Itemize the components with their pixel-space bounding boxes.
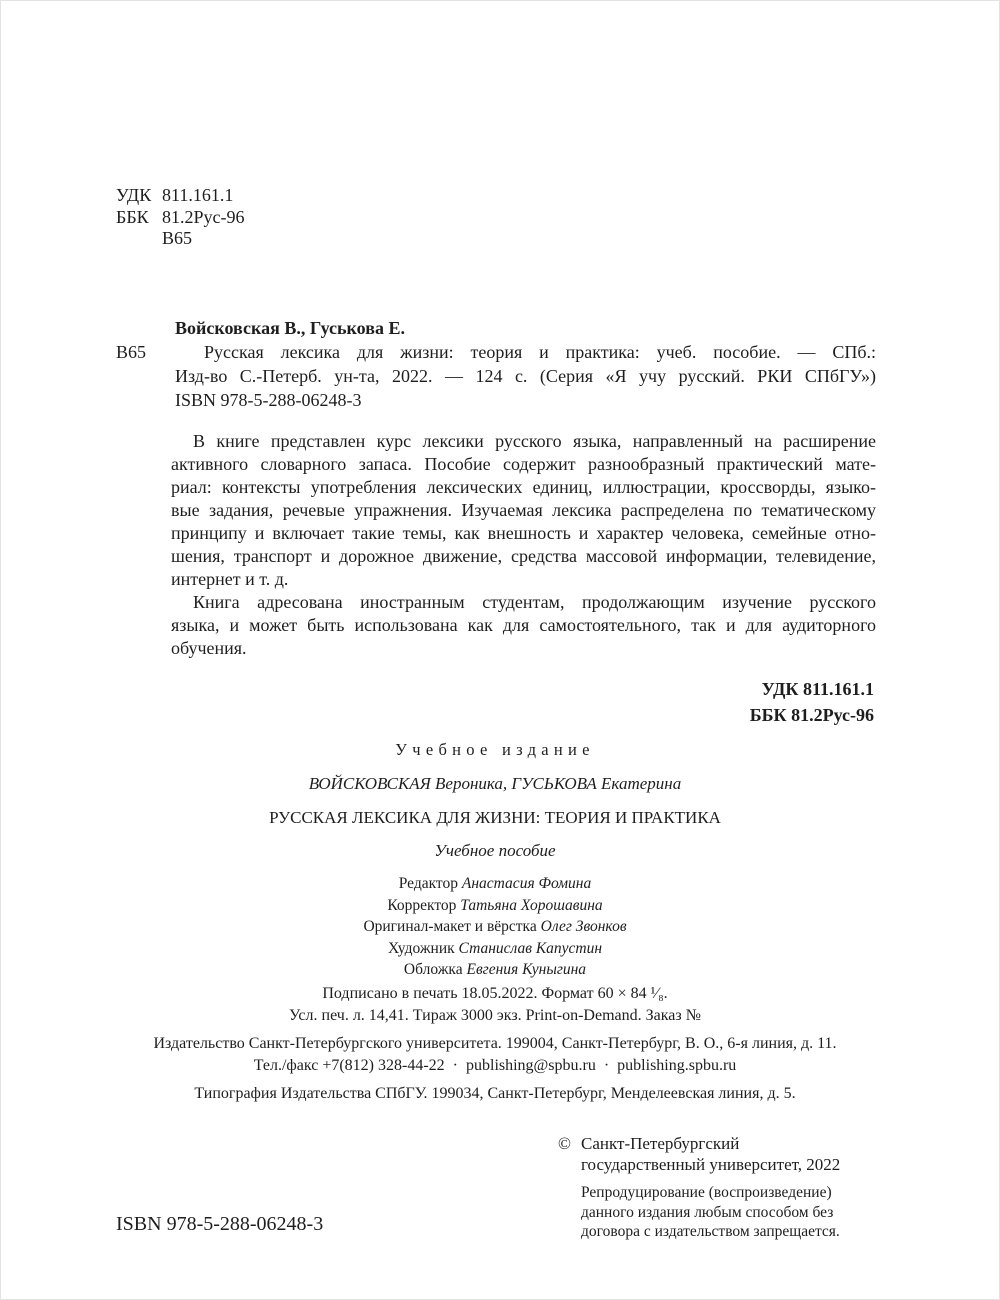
staff-name: Станислав Капустин bbox=[458, 939, 603, 957]
staff-line bbox=[116, 959, 874, 981]
annotation-paragraph-1 bbox=[171, 430, 876, 591]
staff-name: Олег Звонков bbox=[540, 918, 627, 935]
publisher-contacts: Тел./факс +7(812) 328-44-22 · publishing@spbu.ru · publishing.spbu.ru bbox=[253, 1057, 737, 1074]
classification-top-block bbox=[116, 185, 245, 250]
staff-name: Анастасия Фомина bbox=[461, 875, 592, 892]
biblio-description bbox=[175, 340, 876, 412]
print-info bbox=[116, 983, 874, 1026]
staff-line bbox=[116, 895, 874, 917]
staff-name: Татьяна Хорошавина bbox=[460, 896, 603, 914]
annotation-line: шения, транспорт и дорожное движение, средства массовой информации, телевидение, bbox=[171, 546, 876, 566]
isbn-bottom: ISBN 978-5-288-06248-3 bbox=[116, 1213, 324, 1235]
bbk-right: ББК 81.2Рус-96 bbox=[749, 705, 874, 725]
bbk-value: 81.2Рус-96 bbox=[162, 206, 245, 227]
biblio-description-line: Русская лексика для жизни: теория и практика: учеб. пособие. — СПб.: bbox=[204, 342, 876, 362]
edition-kind: Учебное издание bbox=[395, 740, 595, 759]
print-line-1: Подписано в печать 18.05.2022. Формат 60 × 84 ¹⁄₈. bbox=[322, 985, 668, 1002]
author-code-spacer bbox=[116, 228, 162, 250]
udk-value: 811.161.1 bbox=[162, 185, 234, 205]
staff-line bbox=[116, 873, 874, 895]
copyright-holder bbox=[558, 1134, 893, 1175]
annotation-paragraph-2 bbox=[171, 591, 876, 660]
biblio-authors: Войсковская В., Гуськова Е. bbox=[175, 318, 405, 338]
annotation-line: языка, и может быть использована как для самостоятельного, так и для аудиторного bbox=[171, 615, 876, 635]
annotation-line: обучения. bbox=[171, 638, 247, 658]
typography-address: Типография Издательства СПбГУ. 199034, Санкт-Петербург, Менделеевская линия, д. 5. bbox=[194, 1085, 796, 1102]
staff-role: Редактор bbox=[398, 875, 459, 892]
bbk-label: ББК bbox=[116, 206, 149, 227]
publisher-block bbox=[116, 1033, 874, 1105]
author-code: В65 bbox=[162, 228, 193, 248]
publisher-address: Издательство Санкт-Петербургского университета. 199004, Санкт-Петербург, В. О., 6-я линия, д. 11. bbox=[153, 1035, 837, 1052]
udk-label: УДК bbox=[116, 185, 152, 205]
copyright-notice-line: договора с издательством запрещается. bbox=[581, 1223, 840, 1240]
copyright-symbol: © bbox=[558, 1134, 571, 1153]
staff-role: Корректор bbox=[387, 896, 457, 914]
staff-line bbox=[116, 916, 874, 938]
annotation-line: риал: контексты употребления лексических единиц, иллюстрации, кроссворды, языко- bbox=[171, 477, 876, 497]
staff-line bbox=[116, 938, 874, 960]
copyright-notice-line: данного издания любым способом без bbox=[581, 1203, 834, 1221]
udk-row bbox=[116, 185, 245, 207]
annotation-block bbox=[171, 430, 876, 660]
copyright-notice-line: Репродуцирование (воспроизведение) bbox=[581, 1184, 832, 1201]
bibliographic-block bbox=[116, 316, 876, 412]
staff-role: Художник bbox=[387, 939, 455, 957]
edition-title: РУССКАЯ ЛЕКСИКА ДЛЯ ЖИЗНИ: ТЕОРИЯ И ПРАКТИКА bbox=[269, 808, 721, 827]
annotation-line: В книге представлен курс лексики русского языка, направленный на расширение bbox=[193, 431, 876, 451]
copyright-holder-line-1: Санкт-Петербургский bbox=[581, 1134, 740, 1153]
author-code-row bbox=[116, 228, 245, 250]
biblio-author-code: В65 bbox=[116, 342, 147, 362]
staff-name: Евгения Куныгина bbox=[466, 961, 587, 978]
biblio-description-line: ISBN 978-5-288-06248-3 bbox=[175, 390, 362, 410]
print-line-2: Усл. печ. л. 14,41. Тираж 3000 экз. Print-on-Demand. Заказ № bbox=[289, 1006, 701, 1024]
edition-header bbox=[116, 738, 874, 862]
copyright-block bbox=[558, 1134, 893, 1242]
staff-role: Оригинал-макет и вёрстка bbox=[363, 918, 537, 935]
copyright-notice bbox=[581, 1183, 893, 1242]
edition-subtitle: Учебное пособие bbox=[434, 841, 556, 860]
bbk-row bbox=[116, 207, 245, 229]
copyright-holder-text bbox=[581, 1134, 840, 1175]
staff-credits bbox=[116, 873, 874, 981]
udk-right: УДК 811.161.1 bbox=[761, 679, 874, 699]
annotation-line: интернет и т. д. bbox=[171, 569, 289, 589]
annotation-line: принципу и включает такие темы, как внешность и характер человека, семейные отно- bbox=[171, 523, 876, 543]
edition-authors: ВОЙСКОВСКАЯ Вероника, ГУСЬКОВА Екатерина bbox=[308, 774, 682, 793]
biblio-description-line: Изд-во С.-Петерб. ун-та, 2022. — 124 с. (Серия «Я учу русский. РКИ СПбГУ») bbox=[175, 366, 876, 386]
staff-role: Обложка bbox=[403, 961, 463, 978]
annotation-line: вые задания, речевые упражнения. Изучаемая лексика распределена по тематическому bbox=[171, 500, 876, 520]
annotation-line: Книга адресована иностранным студентам, продолжающим изучение русского bbox=[193, 592, 876, 612]
classification-right-block bbox=[750, 676, 874, 728]
annotation-line: активного словарного запаса. Пособие содержит разнообразный практический мате- bbox=[171, 454, 876, 474]
copyright-holder-line-2: государственный университет, 2022 bbox=[581, 1154, 841, 1174]
